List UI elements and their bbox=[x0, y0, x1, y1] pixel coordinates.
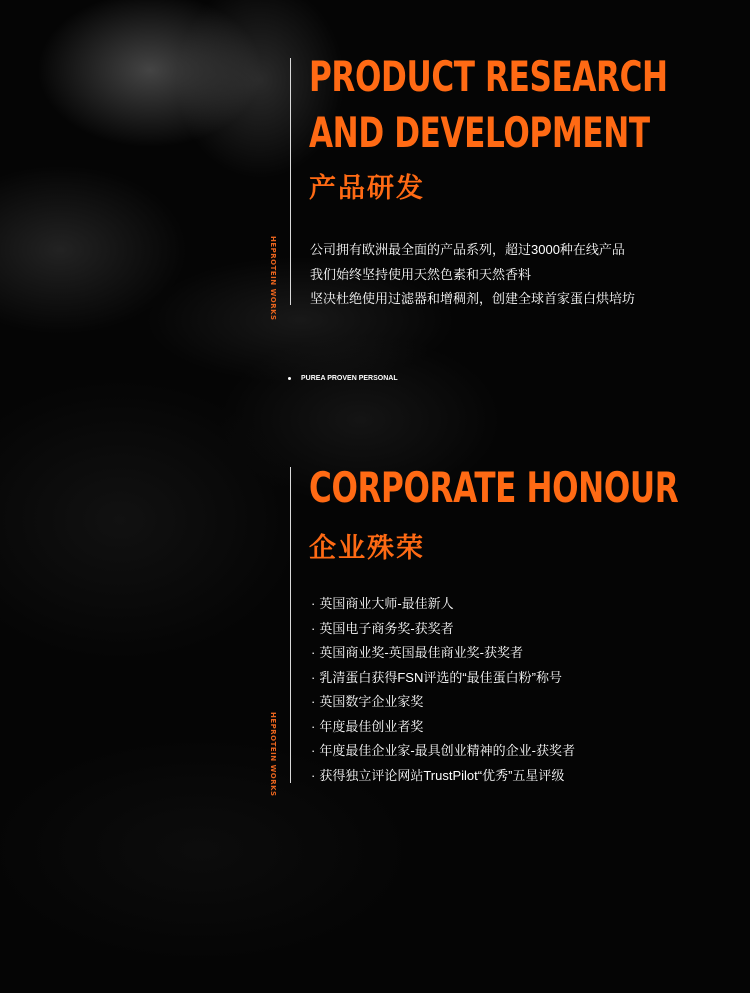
honour-item: · 英国数字企业家奖 bbox=[311, 694, 424, 709]
honour-side-label: HEPROTEIN WORKS bbox=[269, 712, 277, 797]
rd-line: 公司拥有欧洲最全面的产品系列，超过3000种在线产品 bbox=[310, 242, 625, 257]
honour-title-en: CORPORATE HONOUR bbox=[309, 463, 679, 512]
rd-title-en-line2: AND DEVELOPMENT bbox=[309, 108, 650, 157]
rd-side-label: HEPROTEIN WORKS bbox=[269, 236, 277, 321]
bullet-dot-icon: · bbox=[311, 645, 316, 660]
rd-line: 坚决杜绝使用过滤器和增稠剂，创建全球首家蛋白烘培坊 bbox=[310, 291, 636, 306]
honour-title-cn: 企业殊荣 bbox=[309, 533, 425, 564]
honour-divider-line bbox=[290, 467, 291, 783]
tagline-text: PUREA PROVEN PERSONAL bbox=[301, 375, 398, 382]
rd-line: 我们始终坚持使用天然色素和天然香料 bbox=[310, 266, 532, 282]
honour-item: · 年度最佳企业家-最具创业精神的企业-获奖者 bbox=[311, 743, 576, 758]
honour-item: · 年度最佳创业者奖 bbox=[311, 718, 424, 734]
bullet-dot-icon: · bbox=[311, 669, 316, 685]
tagline-bullet-icon bbox=[288, 377, 291, 380]
rd-divider-line bbox=[290, 58, 291, 305]
tagline bbox=[288, 375, 398, 382]
bullet-dot-icon: · bbox=[311, 767, 316, 783]
honour-item: · 英国商业奖-英国最佳商业奖-获奖者 bbox=[311, 645, 524, 660]
honour-item: · 获得独立评论网站TrustPilot“优秀”五星评级 bbox=[311, 767, 565, 783]
rd-title-en-line1: PRODUCT RESEARCH bbox=[309, 52, 668, 101]
honour-item: · 英国商业大师-最佳新人 bbox=[311, 596, 454, 611]
honour-item: · 乳清蛋白获得FSN评选的“最佳蛋白粉”称号 bbox=[311, 669, 563, 685]
bullet-dot-icon: · bbox=[311, 694, 316, 709]
bullet-dot-icon: · bbox=[311, 743, 316, 758]
honour-list bbox=[311, 592, 575, 788]
bullet-dot-icon: · bbox=[311, 620, 316, 636]
rd-title-cn: 产品研发 bbox=[309, 173, 425, 204]
bullet-dot-icon: · bbox=[311, 596, 316, 611]
bullet-dot-icon: · bbox=[311, 718, 316, 734]
rd-description bbox=[310, 238, 635, 312]
honour-item: · 英国电子商务奖-获奖者 bbox=[311, 620, 454, 636]
